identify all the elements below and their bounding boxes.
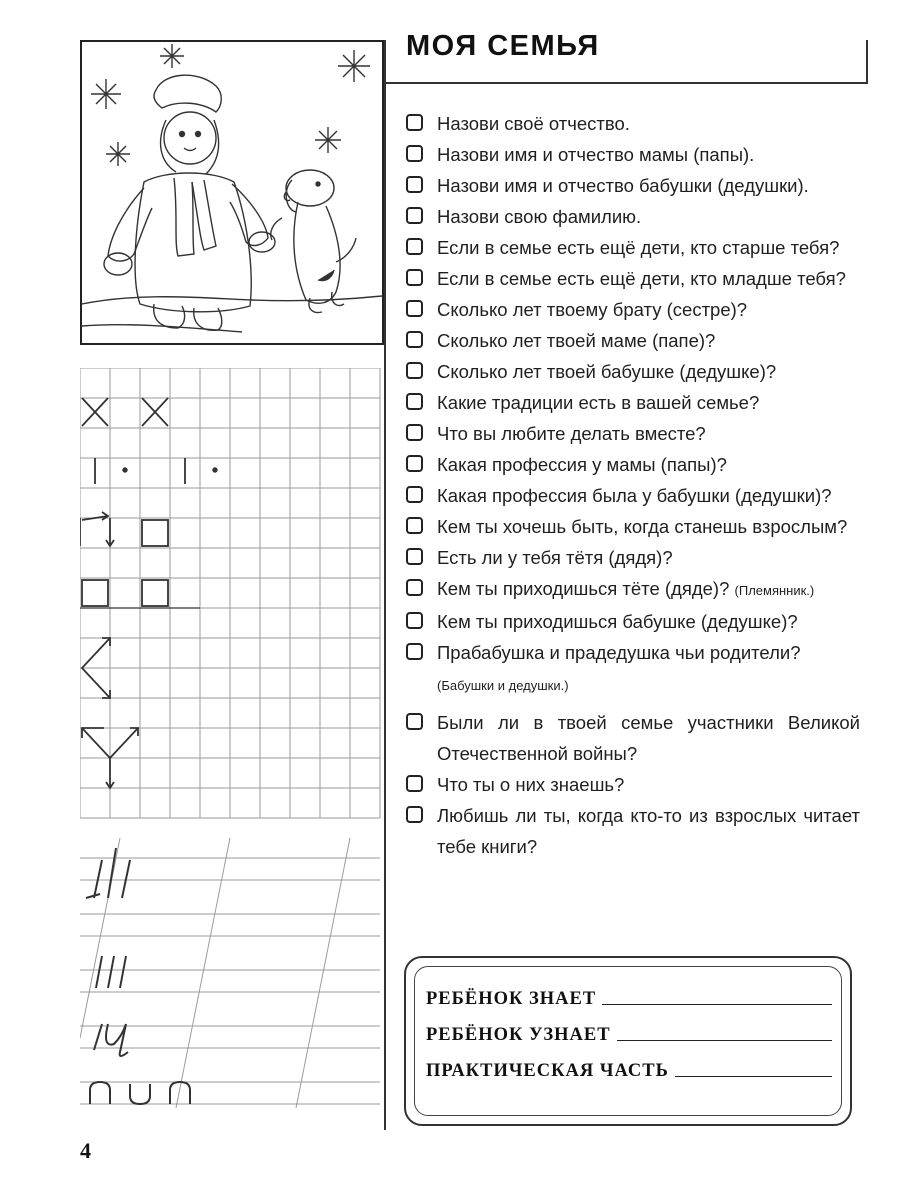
question-item: Если в семье есть ещё дети, кто младше тебя?	[404, 263, 860, 294]
snowflake-icon	[91, 79, 121, 109]
knows-answer-line[interactable]	[602, 1004, 832, 1005]
checkbox-icon[interactable]	[406, 331, 423, 348]
handwriting-lines-drawing	[80, 838, 384, 1120]
checkbox-icon[interactable]	[406, 455, 423, 472]
title-underline	[386, 82, 866, 84]
question-item: Назови свою фамилию.	[404, 201, 860, 232]
question-item: Какая профессия была у бабушки (дедушки)?	[404, 480, 860, 511]
checkbox-icon[interactable]	[406, 362, 423, 379]
question-item: Назови своё отчество.	[404, 108, 860, 139]
question-item: Любишь ли ты, когда кто-то из взрослых читает тебе книги?	[404, 800, 860, 862]
checkbox-icon[interactable]	[406, 775, 423, 792]
question-item: Какие традиции есть в вашей семье?	[404, 387, 860, 418]
checkbox-icon[interactable]	[406, 393, 423, 410]
copying-grid	[80, 368, 384, 823]
answer-note: (Бабушки и дедушки.)	[437, 678, 569, 693]
question-item: Какая профессия у мамы (папы)?	[404, 449, 860, 480]
checkbox-icon[interactable]	[406, 612, 423, 629]
checkbox-icon[interactable]	[406, 424, 423, 441]
question-item: Если в семье есть ещё дети, кто старше тебя?	[404, 232, 860, 263]
question-item: Назови имя и отчество мамы (папы).	[404, 139, 860, 170]
practice-answer-line[interactable]	[675, 1076, 832, 1077]
checkbox-icon[interactable]	[406, 238, 423, 255]
question-item: Сколько лет твоему брату (сестре)?	[404, 294, 860, 325]
learns-label: РЕБЁНОК УЗНАЕТ	[426, 1025, 611, 1045]
question-item: Сколько лет твоей бабушке (дедушке)?	[404, 356, 860, 387]
checkbox-icon[interactable]	[406, 114, 423, 131]
checkbox-icon[interactable]	[406, 643, 423, 660]
knows-label: РЕБЁНОК ЗНАЕТ	[426, 989, 597, 1009]
winter-scene-picture	[82, 42, 382, 343]
page-number: 4	[80, 1138, 91, 1163]
checkbox-icon[interactable]	[406, 579, 423, 596]
answer-note: (Племянник.)	[734, 583, 815, 598]
question-item: Что ты о них знаешь?	[404, 769, 860, 800]
learns-row	[426, 1016, 832, 1046]
checkbox-icon[interactable]	[406, 713, 423, 730]
checkbox-icon[interactable]	[406, 269, 423, 286]
checkbox-icon[interactable]	[406, 300, 423, 317]
checkbox-icon[interactable]	[406, 548, 423, 565]
grid-exercise-drawing	[80, 368, 384, 823]
handwriting-practice	[80, 838, 384, 1120]
question-checklist	[404, 108, 860, 862]
practice-row	[426, 1052, 832, 1082]
question-item: Назови имя и отчество бабушки (дедушки).	[404, 170, 860, 201]
checkbox-icon[interactable]	[406, 517, 423, 534]
question-item: Были ли в твоей семье участники Великой Отечественной войны?	[404, 707, 860, 769]
question-item: Кем ты приходишься тёте (дяде)? (Племянник.)	[404, 573, 860, 606]
column-divider	[384, 40, 386, 1130]
learns-answer-line[interactable]	[617, 1040, 832, 1041]
checkbox-icon[interactable]	[406, 145, 423, 162]
question-item: Что вы любите делать вместе?	[404, 418, 860, 449]
snowflake-icon	[160, 44, 184, 68]
question-item: Кем ты приходишься бабушке (дедушке)?	[404, 606, 860, 637]
practice-label: ПРАКТИЧЕСКАЯ ЧАСТЬ	[426, 1061, 669, 1081]
snowflake-icon	[315, 127, 341, 153]
checkbox-icon[interactable]	[406, 486, 423, 503]
question-item: Сколько лет твоей маме (папе)?	[404, 325, 860, 356]
checkbox-icon[interactable]	[406, 176, 423, 193]
question-item: Кем ты хочешь быть, когда станешь взрослым?	[404, 511, 860, 542]
snowflake-icon	[106, 142, 130, 166]
checkbox-icon[interactable]	[406, 207, 423, 224]
snowflake-icon	[338, 50, 370, 82]
question-item: Есть ли у тебя тётя (дядя)?	[404, 542, 860, 573]
knows-row	[426, 980, 832, 1010]
child-with-puppy-illustration	[80, 40, 384, 345]
question-item: Прабабушка и прадедушка чьи родители? (Бабушки и дедушки.)	[404, 637, 860, 701]
assessment-box	[404, 956, 852, 1126]
checkbox-icon[interactable]	[406, 806, 423, 823]
page-title: МОЯ СЕМЬЯ	[406, 30, 600, 62]
title-frame-edge	[866, 40, 868, 84]
